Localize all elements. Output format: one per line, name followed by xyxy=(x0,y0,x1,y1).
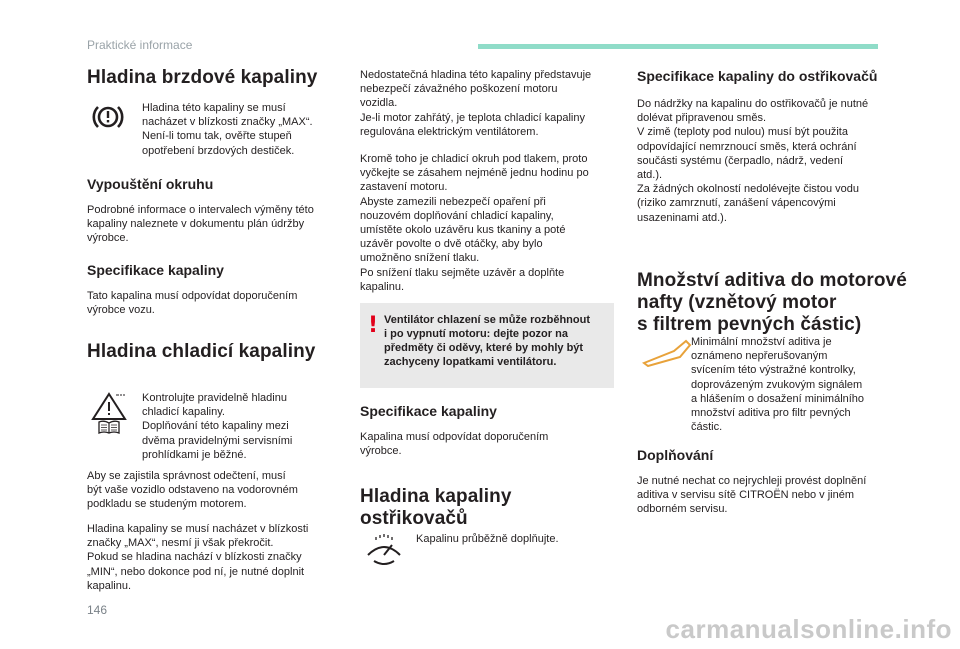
brake-spec-text: Tato kapalina musí odpovídat doporučením výrobce vozu. xyxy=(87,290,298,317)
refill-text: Je nutné nechat co nejrychleji provést doplnění aditiva v servisu sítě CITROËN nebo v jiném odborném servisu. xyxy=(637,475,867,516)
coolant-spec-title: Specifikace kapaliny xyxy=(360,403,497,419)
coolant-spec-text: Kapalina musí odpovídat doporučením výrobce. xyxy=(360,431,549,458)
coolant-text-1: Aby se zajistila správnost odečtení, musí být vaše vozidlo odstaveno na vodorovném podkladu se studeným motorem. xyxy=(87,470,298,511)
washer-icon xyxy=(364,533,404,571)
coolant-icon-text: Kontrolujte pravidelně hladinu chladicí kapaliny. Doplňování této kapaliny mezi dvěma pravidelnými servisními prohlídkami je běžné. xyxy=(142,392,293,461)
fan-warning-box xyxy=(360,303,614,388)
washer-icon-text: Kapalinu průběžně doplňujte. xyxy=(416,533,559,545)
coolant-text-4: Kromě toho je chladicí okruh pod tlakem, proto vyčkejte se zásahem nejméně jednu hodinu po zastavení motoru. Abyste zamezili nebezpečí opaření při nouzovém doplňování chladicí kapaliny, umístěte okolo uzávěru kus tkaniny a poté uzávěr povolte o dvě otáčky, aby bylo umožněno snížení tlaku. Po snížení tlaku sejměte uzávěr a doplňte kapalinu. xyxy=(360,153,589,293)
additive-title: Množství aditiva do motorové nafty (vznětový motor s filtrem pevných částic) xyxy=(637,270,907,335)
warning-mark: ! xyxy=(368,313,379,338)
refill-title: Doplňování xyxy=(637,447,714,463)
drain-title: Vypouštění okruhu xyxy=(87,176,214,192)
washer-title: Hladina kapaliny ostřikovačů xyxy=(360,486,512,529)
coolant-text-3: Nedostatečná hladina této kapaliny představuje nebezpečí závažného poškození motoru vozidla. Je-li motor zahřátý, je teplota chladicí kapaliny regulována elektrickým ventilátorem. xyxy=(360,69,592,138)
drain-text: Podrobné informace o intervalech výměny této kapaliny naleznete v dokumentu plán údržby výrobce. xyxy=(87,204,314,245)
coolant-warning-icon xyxy=(90,391,128,421)
header-accent-bar xyxy=(478,44,878,49)
brake-fluid-text: Hladina této kapaliny se musí nacházet v blízkosti značky „MAX“. Není-li tomu tak, ověřte stupeň opotřebení brzdových destiček. xyxy=(142,102,313,157)
page-number: 146 xyxy=(87,603,108,617)
brake-fluid-title: Hladina brzdové kapaliny xyxy=(87,67,318,88)
brake-warning-icon xyxy=(90,102,126,132)
washer-spec-title: Specifikace kapaliny do ostřikovačů xyxy=(637,68,878,84)
watermark: carmanualsonline.info xyxy=(665,614,952,644)
coolant-title: Hladina chladicí kapaliny xyxy=(87,341,316,362)
book-icon xyxy=(98,420,120,434)
washer-spec-text: Do nádržky na kapalinu do ostřikovačů je nutné dolévat připravenou směs. V zimě (teploty pod nulou) musí být použita odpovídající nemrznoucí směs, která ochrání součásti systému (čerpadlo, nádrž, vedení atd.). Za žádných okolností nedolévejte čistou vodu (riziko zamrznutí, zanášení vápencovými usazeninami atd.). xyxy=(637,98,869,224)
brake-spec-title: Specifikace kapaliny xyxy=(87,262,224,278)
additive-icon xyxy=(642,337,692,367)
fan-warning-text: Ventilátor chlazení se může rozběhnout i po vypnutí motoru: dejte pozor na předměty či oděvy, které by mohly být zachyceny lopatkami ventilátoru. xyxy=(384,314,590,368)
additive-icon-text: Minimální množství aditiva je oznámeno nepřerušovaným svícením této výstražné kontrolky, doprovázeným zvukovým signálem a hlášením o dosažení minimálního množství aditiva pro filtr pevných částic. xyxy=(691,336,865,434)
coolant-text-2: Hladina kapaliny se musí nacházet v blízkosti značky „MAX“, nesmí ji však překročit. Pokud se hladina nachází v blízkosti značky „MIN“, nebo dokonce pod ní, je nutné doplnit kapalinu. xyxy=(87,523,309,592)
section-title: Praktické informace xyxy=(87,38,193,52)
